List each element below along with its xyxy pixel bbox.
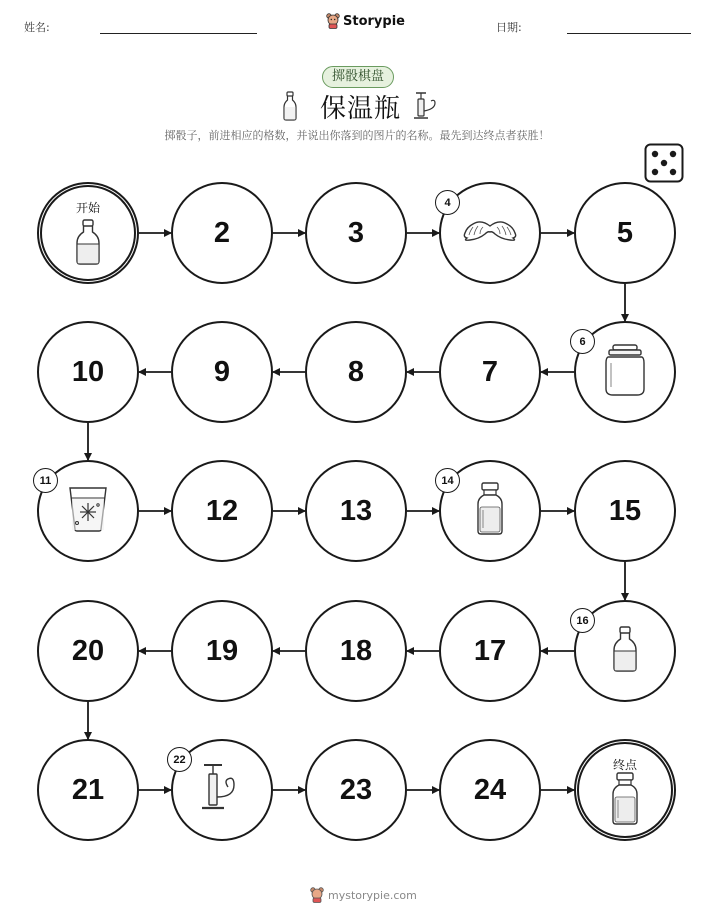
- number-cell: [439, 600, 541, 702]
- cell-number: 12: [205, 494, 239, 527]
- cell-number: 20: [71, 634, 105, 667]
- vial-bottle-icon: [610, 772, 640, 830]
- footer: [310, 887, 417, 903]
- cell-number: 7: [481, 355, 499, 388]
- cell-number: 18: [339, 634, 373, 667]
- cell-number: 17: [473, 634, 507, 667]
- cell-number-badge: 22: [167, 747, 192, 772]
- cell-number: 15: [608, 494, 642, 527]
- number-cell: [305, 182, 407, 284]
- vial-bottle-icon: [475, 482, 505, 540]
- milk-bottle-icon: [612, 626, 638, 676]
- game-type-tag: 掷骰棋盘: [322, 66, 394, 88]
- cell-number: 21: [71, 773, 105, 806]
- cell-number: 3: [347, 216, 365, 249]
- number-cell: [171, 321, 273, 423]
- cell-number: 2: [213, 216, 231, 249]
- number-cell: [37, 600, 139, 702]
- cell-number-badge: 16: [570, 608, 595, 633]
- cell-number: 9: [213, 355, 231, 388]
- number-cell: [305, 460, 407, 562]
- instructions: 掷骰子，前进相应的格数，并说出你落到的图片的名称。最先到达终点者获胜！: [164, 129, 550, 142]
- cell-number: 13: [339, 494, 373, 527]
- number-cell: [574, 460, 676, 562]
- cell-number: 24: [473, 773, 507, 806]
- cell-number: 19: [205, 634, 239, 667]
- footer-url[interactable]: mystorypie.com: [328, 888, 417, 902]
- number-cell: [171, 600, 273, 702]
- cell-number-badge: 6: [570, 329, 595, 354]
- cell-number-badge: 4: [435, 190, 460, 215]
- mustache-icon: [461, 218, 519, 248]
- name-label: 姓名:: [24, 21, 50, 34]
- finish-label: 终点: [612, 758, 637, 772]
- start-cell: [37, 182, 139, 284]
- cell-number: 8: [347, 355, 365, 388]
- glass-jar-icon: [603, 343, 647, 401]
- number-cell: [305, 739, 407, 841]
- brand-name: Storypie: [343, 13, 405, 29]
- finish-cell: [574, 739, 676, 841]
- number-cell: [439, 739, 541, 841]
- number-cell: [37, 321, 139, 423]
- cell-number: 10: [71, 355, 105, 388]
- number-cell: [574, 182, 676, 284]
- number-cell: [439, 321, 541, 423]
- number-cell: [305, 321, 407, 423]
- page-title: 保温瓶: [320, 94, 402, 124]
- number-cell: [305, 600, 407, 702]
- ice-water-glass-icon: [67, 485, 109, 537]
- milk-bottle-icon: [75, 219, 101, 269]
- number-cell: [37, 739, 139, 841]
- start-label: 开始: [75, 201, 100, 215]
- cell-number: 23: [339, 773, 373, 806]
- date-label: 日期:: [496, 21, 522, 34]
- air-pump-icon: [200, 763, 244, 817]
- number-cell: [171, 460, 273, 562]
- number-cell: [171, 182, 273, 284]
- cell-number-badge: 11: [33, 468, 58, 493]
- cell-number: 5: [616, 216, 634, 249]
- cell-number-badge: 14: [435, 468, 460, 493]
- bear-mascot-icon: [310, 887, 324, 903]
